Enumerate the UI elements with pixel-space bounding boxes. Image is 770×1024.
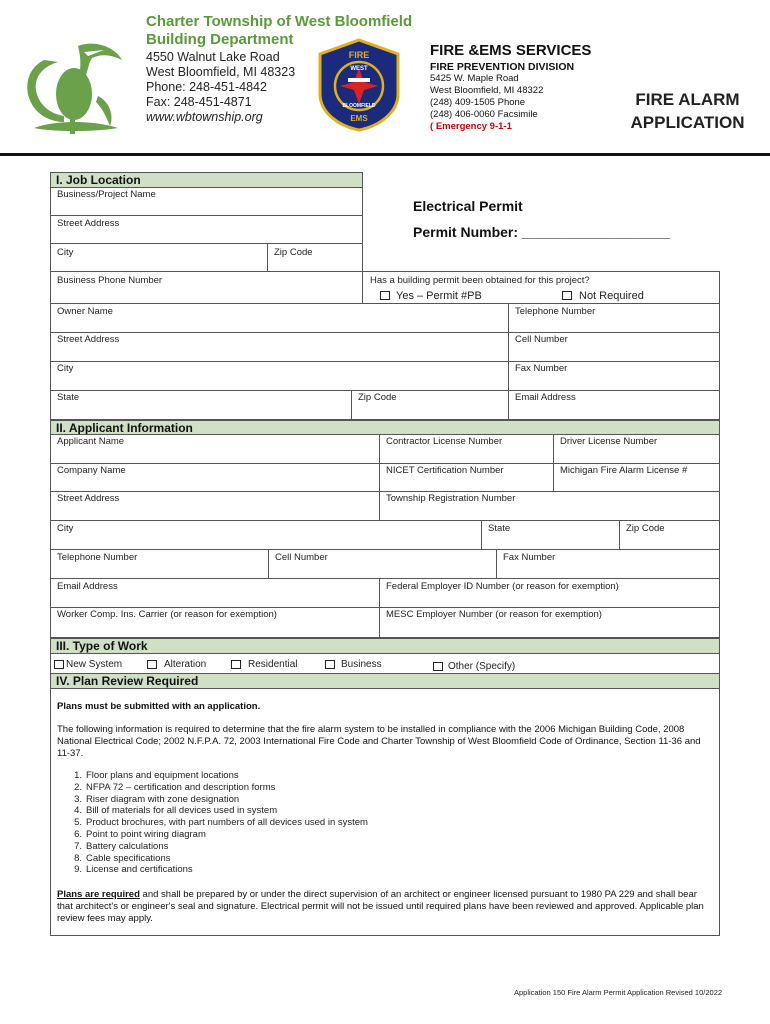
contractor-license-label: Contractor License Number (386, 436, 503, 447)
new-system-label: New System (66, 659, 123, 670)
form-title (620, 88, 755, 134)
owner-street-label: Street Address (57, 334, 120, 345)
section-applicant-header: II. Applicant Information (50, 420, 720, 435)
owner-phone-label: Telephone Number (515, 306, 596, 317)
fire-address-city: West Bloomfield, MI 48322 (430, 85, 544, 96)
driver-license-label: Driver License Number (560, 436, 658, 447)
emergency-number: Emergency 9-1-1 (435, 121, 512, 132)
footer-revision: Application 150 Fire Alarm Permit Application Revised 10/2022 (514, 988, 723, 997)
permit-not-required-label: Not Required (579, 290, 644, 302)
list-item: 4. Bill of materials for all devices used in system (74, 805, 278, 817)
alteration-label: Alteration (164, 659, 207, 670)
mesc-label: MESC Employer Number (or reason for exemption) (386, 609, 602, 620)
applicant-phone-label: Telephone Number (57, 552, 138, 563)
new-system-checkbox[interactable] (54, 660, 64, 669)
section-job-location-header: I. Job Location (50, 172, 363, 188)
owner-zip-label: Zip Code (358, 392, 397, 403)
applicant-name-label: Applicant Name (57, 436, 125, 447)
address-fax: Fax: 248-451-4871 (146, 95, 252, 109)
list-item: 9. License and certifications (74, 864, 193, 876)
plans-required-paragraph (57, 889, 712, 924)
department-address (146, 50, 295, 125)
applicant-state-label: State (488, 523, 511, 534)
owner-state-label: State (57, 392, 80, 403)
fire-address-street: 5425 W. Maple Road (430, 73, 519, 84)
header-divider (0, 153, 770, 156)
heron-logo (14, 36, 134, 144)
plans-required-emphasis: Plans are required (57, 889, 140, 900)
business-label: Business (341, 659, 382, 670)
list-item: 5. Product brochures, with part numbers of all devices used in system (74, 817, 368, 829)
federal-id-label: Federal Employer ID Number (or reason for exemption) (386, 581, 619, 592)
list-item: 1. Floor plans and equipment locations (74, 770, 239, 781)
company-name-label: Company Name (57, 465, 126, 476)
business-name-label: Business/Project Name (57, 189, 156, 200)
job-city-label: City (57, 247, 74, 258)
job-zip-label: Zip Code (274, 247, 313, 258)
fire-address-fax: (248) 406-0060 Facsimile (430, 109, 538, 120)
applicant-email-label: Email Address (57, 581, 118, 592)
badge-text-ems: EMS (350, 114, 368, 123)
badge-text-bloomfield: BLOOMFIELD (342, 103, 376, 109)
org-name: Charter Township of West Bloomfield (146, 13, 413, 30)
plans-must-be-submitted: Plans must be submitted with an application. (57, 701, 261, 712)
alteration-checkbox[interactable] (147, 660, 157, 669)
fire-address (430, 73, 543, 133)
owner-fax-label: Fax Number (515, 363, 568, 374)
department-name: Building Department (146, 31, 294, 48)
list-item: 6. Point to point wiring diagram (74, 828, 206, 840)
section-plan-review-header: IV. Plan Review Required (50, 673, 720, 689)
list-item: 3. Riser diagram with zone designation (74, 793, 240, 805)
form-title-line1: FIRE ALARM (635, 90, 740, 109)
fire-prevention-division: FIRE PREVENTION DIVISION (430, 61, 575, 73)
owner-cell-label: Cell Number (515, 334, 568, 345)
form-title-line2: APPLICATION (630, 113, 745, 132)
building-permit-question: Has a building permit been obtained for this project? (370, 275, 590, 286)
business-checkbox[interactable] (325, 660, 335, 669)
applicant-fax-label: Fax Number (503, 552, 556, 563)
owner-city-label: City (57, 363, 74, 374)
applicant-cell-label: Cell Number (275, 552, 328, 563)
job-city-field[interactable] (50, 243, 268, 272)
job-street-label: Street Address (57, 218, 120, 229)
residential-checkbox[interactable] (231, 660, 241, 669)
plan-review-intro: The following information is required to determine that the fire alarm system to be installed in compliance with the 2006 Michigan Building Code, 2008 National Electrical Code; 2002 N.F.P.A. 72, 2003 International Fire Code and Charter Township of West Bloomfield Code of Ordinance, Section 11-36 and 11-37. (57, 724, 701, 759)
township-registration-label: Township Registration Number (386, 493, 516, 504)
other-label: Other (Specify) (448, 661, 516, 672)
applicant-city-field[interactable] (50, 520, 482, 550)
workers-comp-label: Worker Comp. Ins. Carrier (or reason for exemption) (57, 609, 277, 620)
owner-name-field[interactable] (50, 303, 509, 333)
michigan-license-label: Michigan Fire Alarm License # (560, 465, 688, 476)
fire-address-phone: (248) 409-1505 Phone (430, 97, 526, 108)
electrical-permit-title: Electrical Permit (413, 198, 523, 214)
address-phone: Phone: 248-451-4842 (146, 80, 267, 94)
permit-not-required-checkbox[interactable] (562, 291, 572, 300)
emergency-line (430, 121, 543, 133)
section-type-of-work-header: III. Type of Work (50, 638, 720, 654)
plans-required-text: and shall be prepared by or under the direct supervision of an architect or engineer licensed pursuant to 1980 PA 229 and shall bear that architect's or engineer's seal and signature. Electrical permit will not be issued until required plans have been reviewed and approved. Applicable plan review fees may apply. (57, 889, 704, 924)
list-item: 8. Cable specifications (74, 852, 171, 864)
address-city: West Bloomfield, MI 48323 (146, 65, 296, 79)
applicant-city-label: City (57, 523, 74, 534)
permit-yes-checkbox[interactable] (380, 291, 390, 300)
fire-ems-badge-icon (312, 38, 406, 132)
applicant-street-label: Street Address (57, 493, 120, 504)
applicant-zip-label: Zip Code (626, 523, 665, 534)
permit-yes-label: Yes – Permit #PB (396, 290, 482, 302)
residential-label: Residential (248, 659, 298, 670)
nicet-label: NICET Certification Number (386, 465, 504, 476)
badge-text-fire: FIRE (348, 50, 370, 60)
owner-state-field[interactable] (50, 390, 352, 420)
list-item: 7. Battery calculations (74, 840, 169, 852)
permit-number-field[interactable]: Permit Number: ___________________ (413, 224, 670, 240)
owner-email-label: Email Address (515, 392, 576, 403)
required-items-list (65, 770, 368, 876)
fire-services-title: FIRE &EMS SERVICES (430, 42, 592, 59)
business-phone-label: Business Phone Number (57, 275, 163, 286)
website-link[interactable]: www.wbtownship.org (146, 110, 263, 124)
emergency-paren: ( (430, 121, 436, 132)
owner-city-field[interactable] (50, 361, 509, 391)
other-checkbox[interactable] (433, 662, 443, 671)
address-street: 4550 Walnut Lake Road (146, 50, 280, 64)
badge-text-west: WEST (350, 66, 368, 72)
list-item: 2. NFPA 72 – certification and description forms (74, 781, 276, 793)
owner-name-label: Owner Name (57, 306, 113, 317)
